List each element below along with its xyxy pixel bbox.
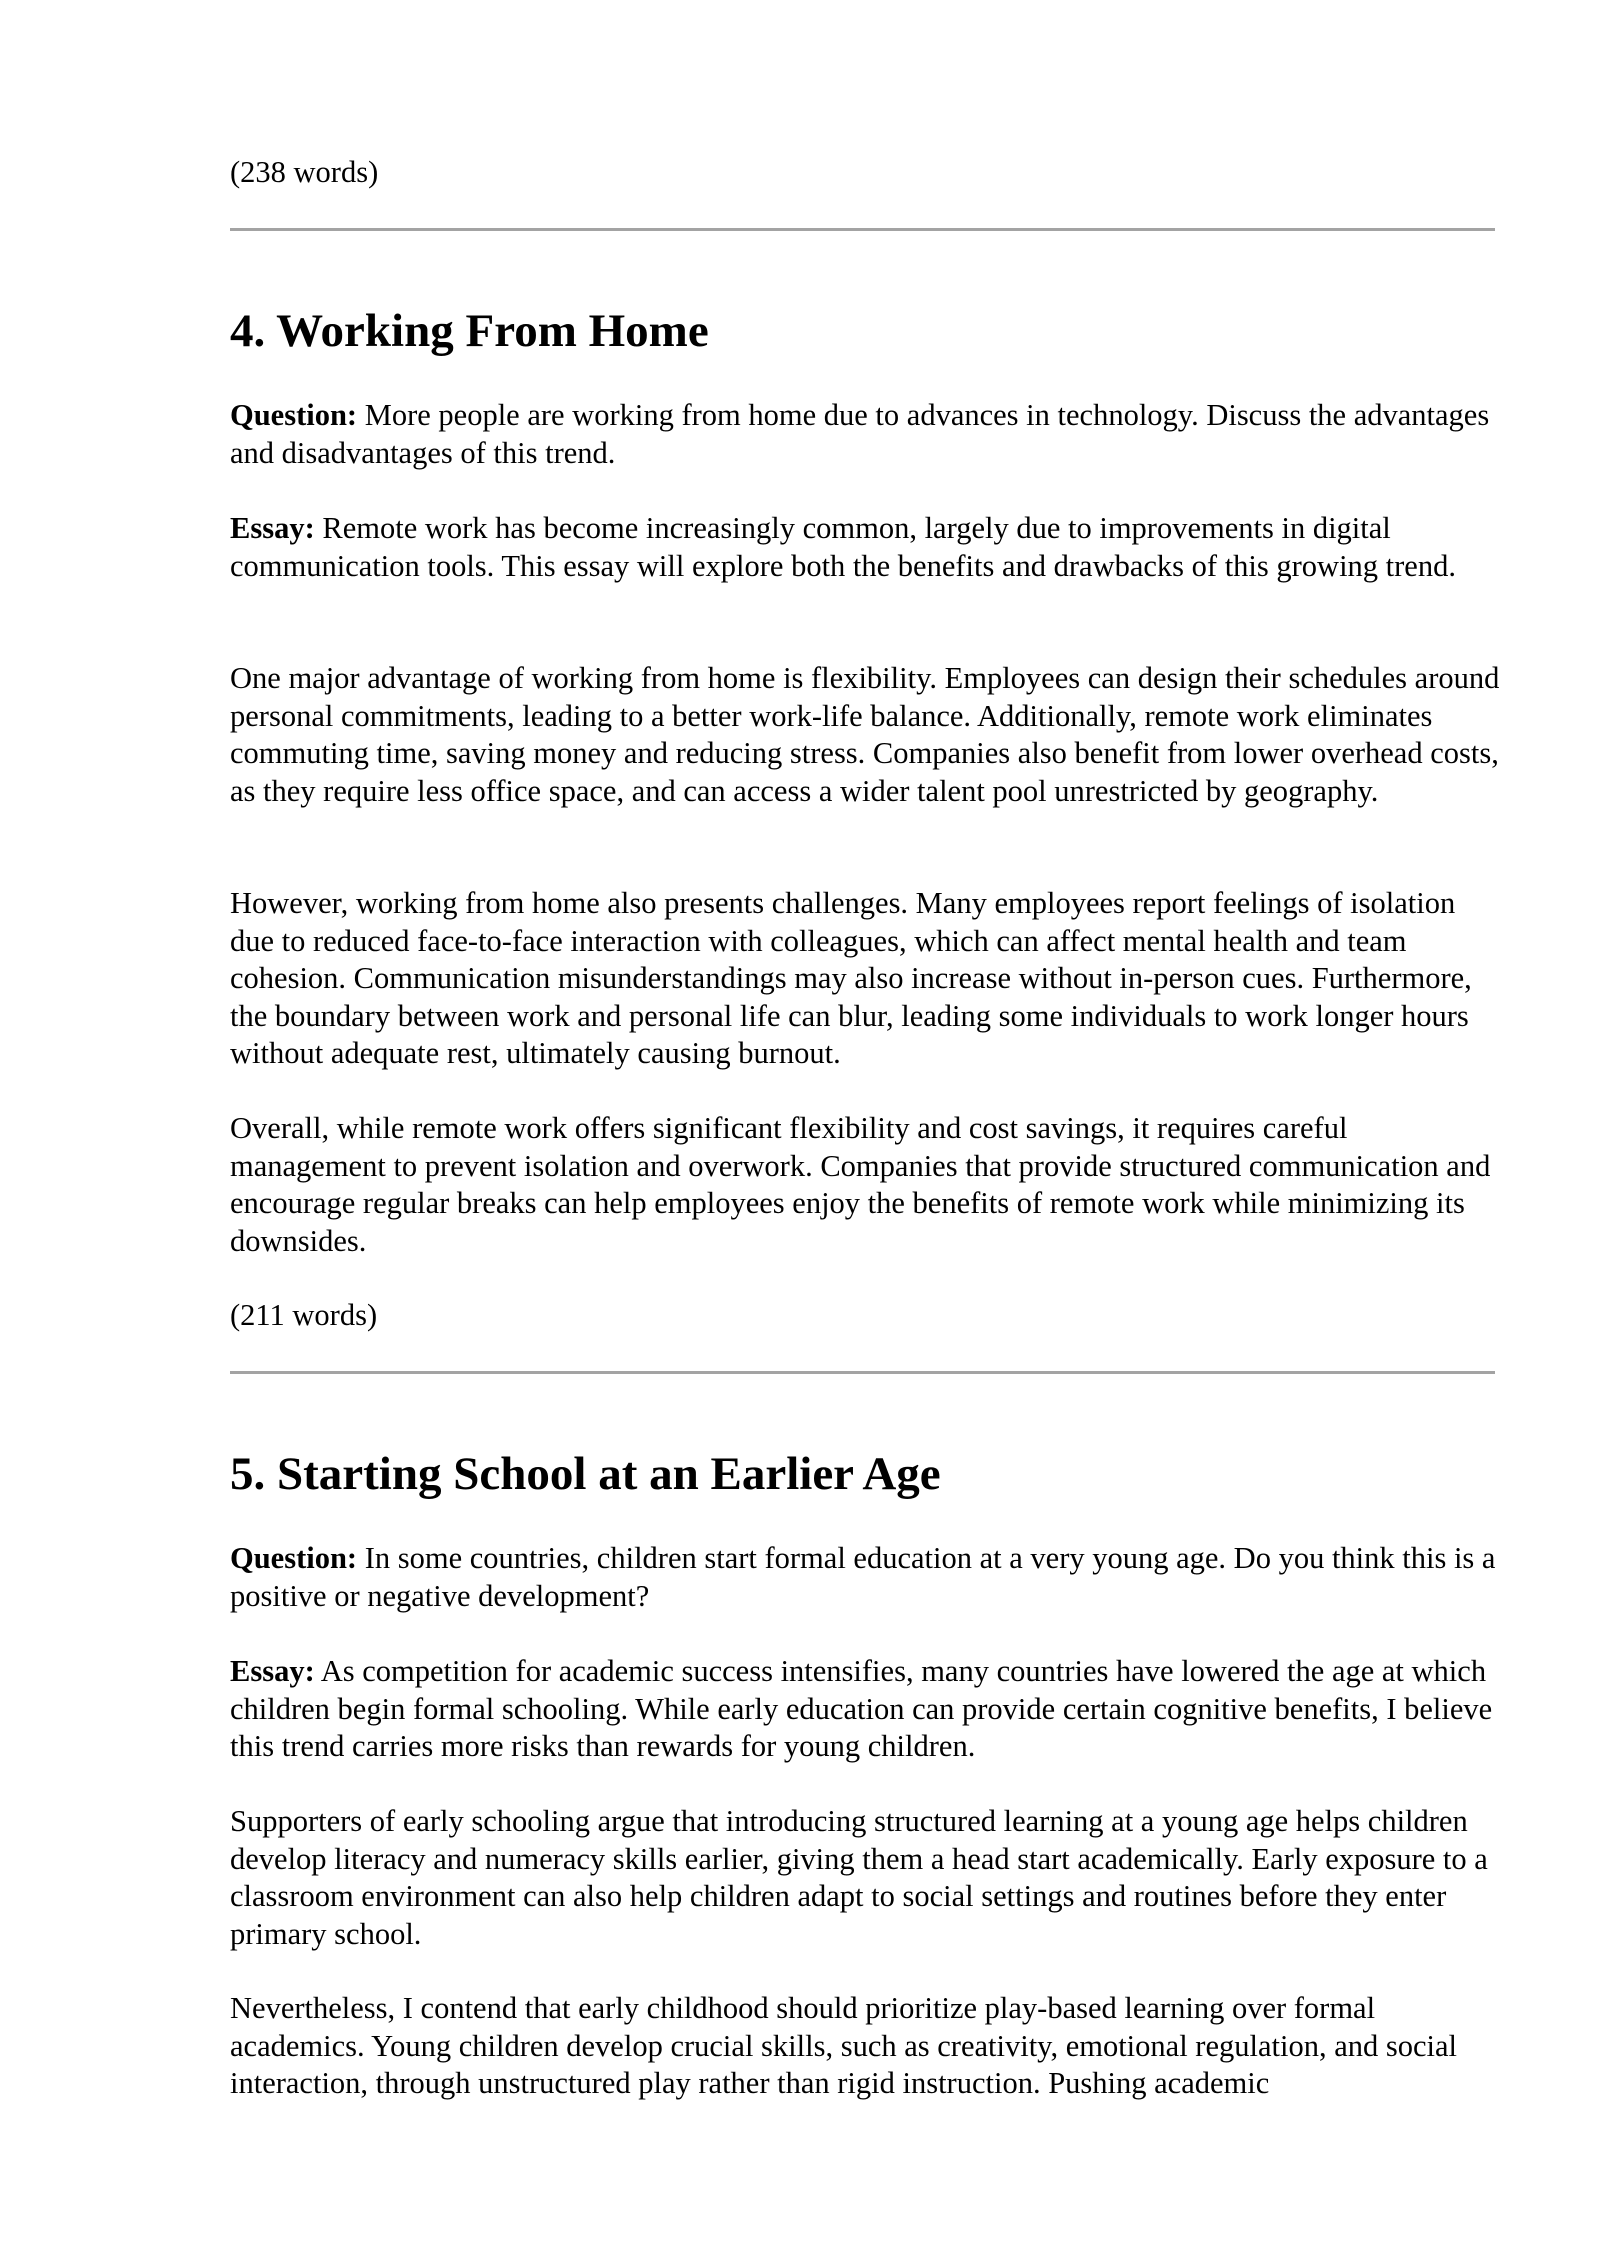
- essay-label: Essay:: [230, 511, 315, 545]
- essay-label: Essay:: [230, 1654, 315, 1688]
- section-5-question: [230, 1540, 1500, 1615]
- question-text: In some countries, children start formal education at a very young age. Do you think this is a positive or negative development?: [230, 1541, 1496, 1613]
- section-4-essay-intro: [230, 510, 1500, 585]
- essay-intro-text: As competition for academic success intensifies, many countries have lowered the age at which children begin formal schooling. While early education can provide certain cognitive benefits, I believe this trend carries more risks than rewards for young children.: [230, 1654, 1493, 1763]
- section-4-question: [230, 397, 1500, 472]
- section-5-paragraph: Supporters of early schooling argue that introducing structured learning at a young age helps children develop literacy and numeracy skills earlier, giving them a head start academically. Early exposure to a classroom environment can also help children adapt to social settings and routines before they enter primary school.: [230, 1804, 1488, 1951]
- section-4-heading: 4. Working From Home: [230, 305, 709, 357]
- question-text: More people are working from home due to advances in technology. Discuss the advantages and disadvantages of this trend.: [230, 398, 1490, 470]
- section-4-word-count: (211 words): [230, 1298, 378, 1332]
- section-divider: [230, 1371, 1495, 1374]
- section-5-heading: 5. Starting School at an Earlier Age: [230, 1448, 941, 1500]
- question-label: Question:: [230, 1541, 358, 1575]
- section-5-paragraph: Nevertheless, I contend that early childhood should prioritize play-based learning over formal academics. Young children develop crucial skills, such as creativity, emotional regulation, and social interaction, through unstructured play rather than rigid instruction. Pushing academic: [230, 1991, 1457, 2100]
- section-divider: [230, 228, 1495, 231]
- section-4-paragraph: However, working from home also presents challenges. Many employees report feelings of isolation due to reduced face-to-face interaction with colleagues, which can affect mental health and team cohesion. Communication misunderstandings may also increase without in-person cues. Furthermore, the boundary between work and personal life can blur, leading some individuals to work longer hours without adequate rest, ultimately causing burnout.: [230, 886, 1472, 1070]
- word-count-previous: (238 words): [230, 155, 379, 189]
- question-label: Question:: [230, 398, 358, 432]
- section-5-essay-intro: [230, 1653, 1500, 1766]
- essay-intro-text: Remote work has become increasingly common, largely due to improvements in digital communication tools. This essay will explore both the benefits and drawbacks of this growing trend.: [230, 511, 1456, 583]
- section-4-paragraph: Overall, while remote work offers significant flexibility and cost savings, it requires careful management to prevent isolation and overwork. Companies that provide structured communication and encourage regular breaks can help employees enjoy the benefits of remote work while minimizing its downsides.: [230, 1111, 1491, 1258]
- section-4-paragraph: One major advantage of working from home is flexibility. Employees can design their schedules around personal commitments, leading to a better work-life balance. Additionally, remote work eliminates commuting time, saving money and reducing stress. Companies also benefit from lower overhead costs, as they require less office space, and can access a wider talent pool unrestricted by geography.: [230, 661, 1500, 808]
